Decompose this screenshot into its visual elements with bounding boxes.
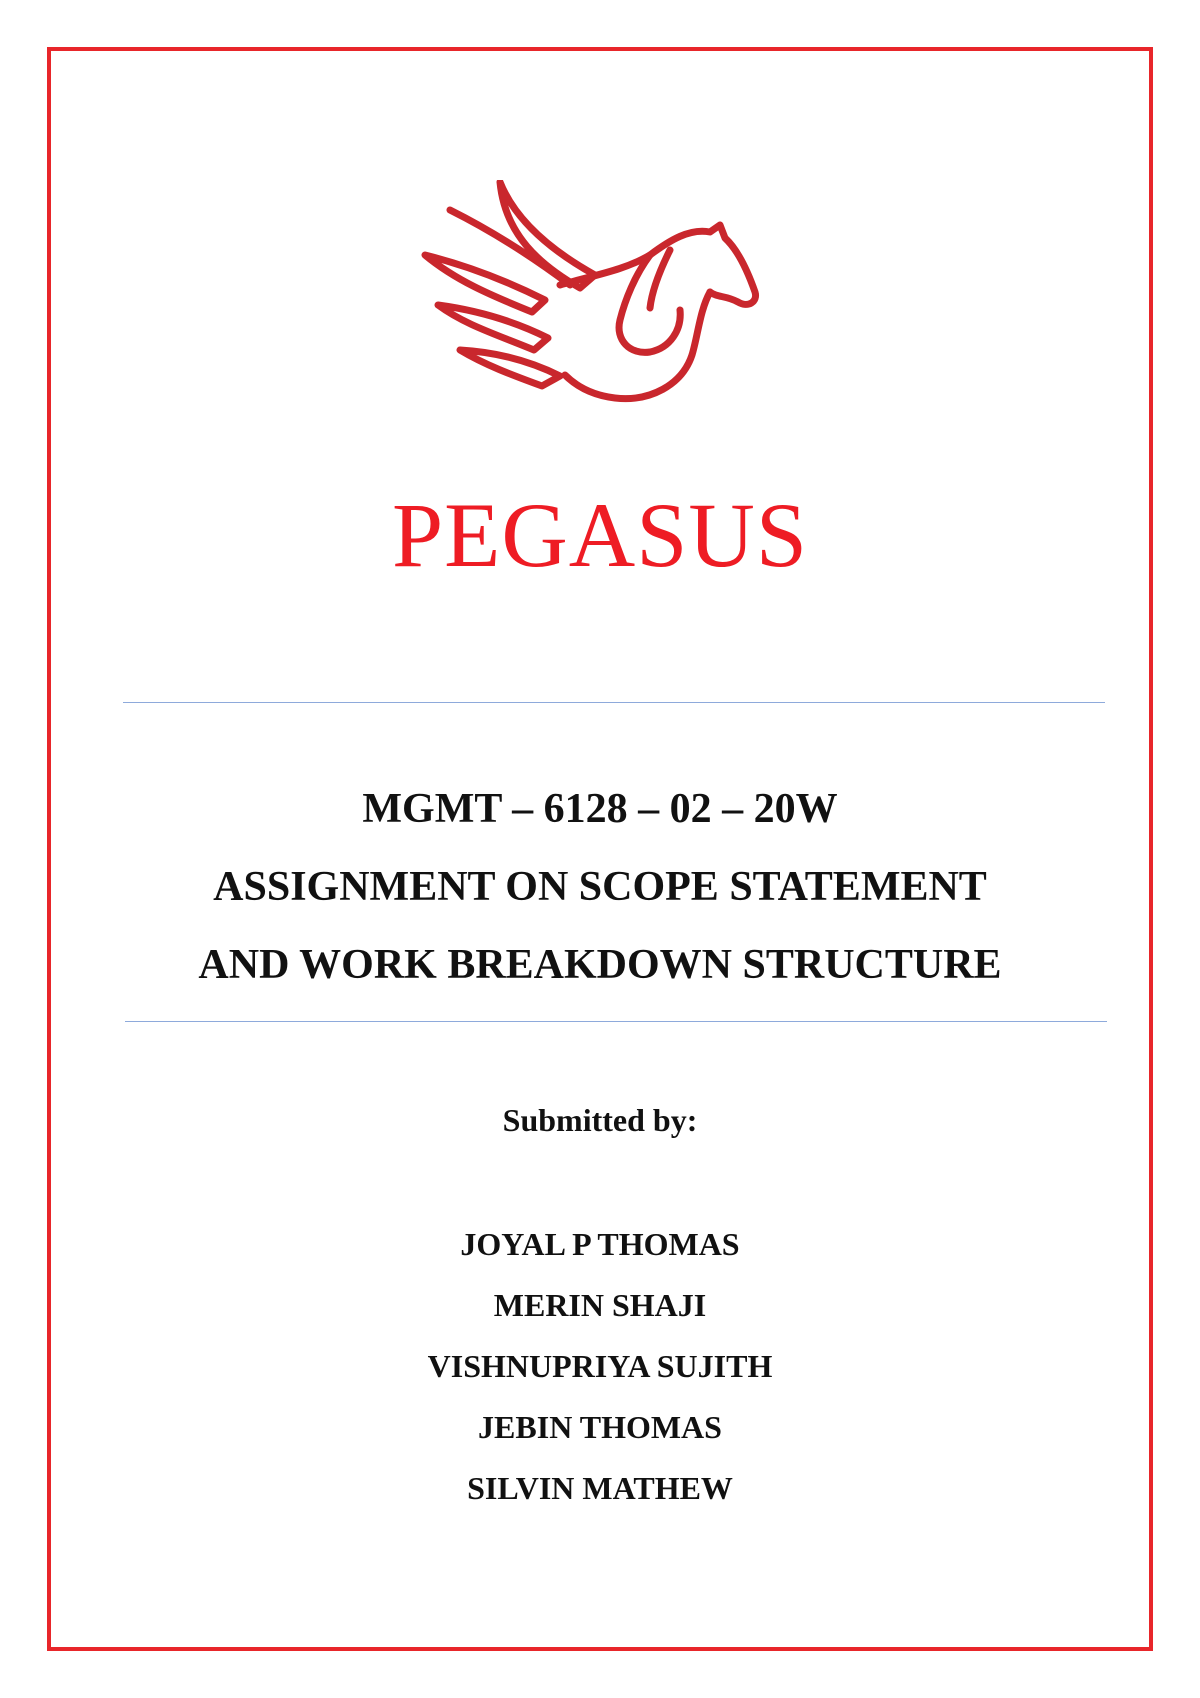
member-name: JEBIN THOMAS: [478, 1409, 722, 1445]
title-line-2: ASSIGNMENT ON SCOPE STATEMENT: [213, 864, 987, 910]
member-name: MERIN SHAJI: [493, 1287, 707, 1323]
brand-name: PEGASUS: [391, 484, 808, 586]
pegasus-logo-icon: [420, 180, 820, 430]
course-code: MGMT – 6128 – 02 – 20W: [362, 786, 838, 832]
document-title: [0, 778, 1200, 1012]
top-divider: [123, 702, 1105, 703]
member-name: SILVIN MATHEW: [467, 1470, 733, 1506]
member-list: [0, 1220, 1200, 1525]
member-name: VISHNUPRIYA SUJITH: [427, 1348, 773, 1384]
bottom-divider: [125, 1021, 1107, 1022]
title-line-3: AND WORK BREAKDOWN STRUCTURE: [198, 942, 1002, 988]
submitted-by-label: Submitted by:: [502, 1102, 698, 1138]
member-name: JOYAL P THOMAS: [460, 1226, 740, 1262]
